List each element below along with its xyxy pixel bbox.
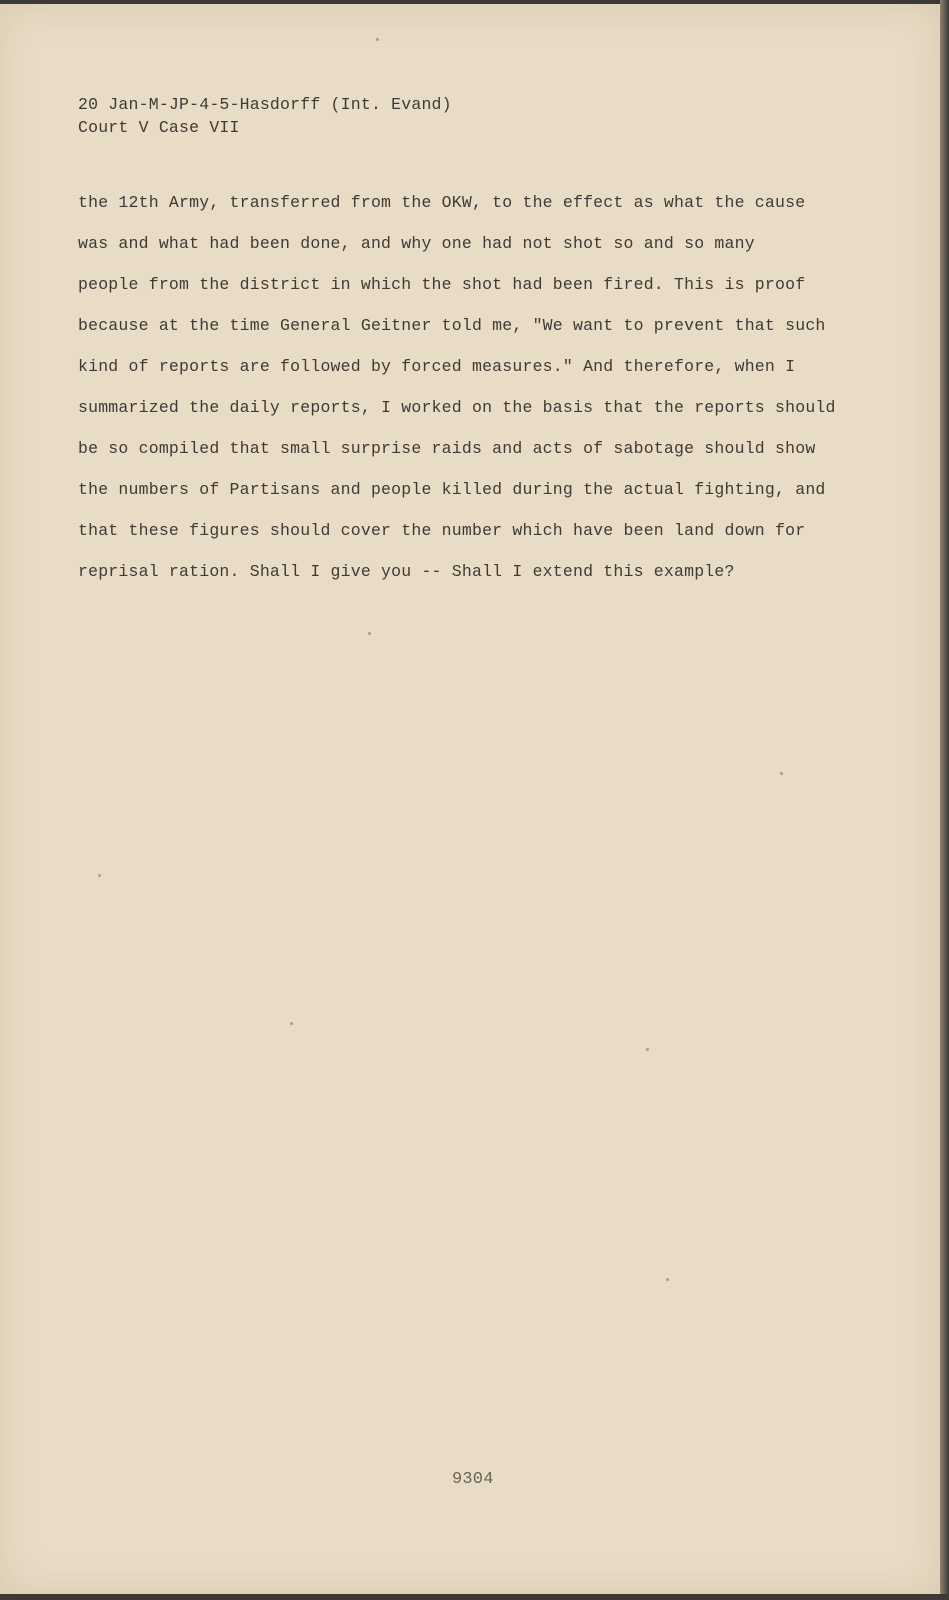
body-line-2: was and what had been done, and why one had not shot so and so many xyxy=(78,234,755,253)
paper-speck xyxy=(780,772,783,775)
body-line-8: the numbers of Partisans and people killed during the actual fighting, and xyxy=(78,480,826,499)
paper-speck xyxy=(290,1022,293,1025)
paper-sheet xyxy=(0,4,941,1594)
body-line-7: be so compiled that small surprise raids and acts of sabotage should show xyxy=(78,439,816,458)
body-line-3: people from the district in which the shot had been fired. This is proof xyxy=(78,275,806,294)
paper-speck xyxy=(368,632,371,635)
scan-border-right xyxy=(940,0,949,1600)
body-line-1: the 12th Army, transferred from the OKW, to the effect as what the cause xyxy=(78,193,806,212)
body-line-5: kind of reports are followed by forced measures." And therefore, when I xyxy=(78,357,796,376)
header-court-case: Court V Case VII xyxy=(78,118,240,137)
body-line-10: reprisal ration. Shall I give you -- Shall I extend this example? xyxy=(78,562,735,581)
paper-speck xyxy=(98,874,101,877)
paper-speck xyxy=(646,1048,649,1051)
header-reference: 20 Jan-M-JP-4-5-Hasdorff (Int. Evand) xyxy=(78,95,452,114)
scan-border-bottom xyxy=(0,1594,949,1600)
paper-speck xyxy=(666,1278,669,1281)
body-line-4: because at the time General Geitner told me, "We want to prevent that such xyxy=(78,316,826,335)
paper-speck xyxy=(376,38,379,41)
body-line-9: that these figures should cover the number which have been land down for xyxy=(78,521,806,540)
body-line-6: summarized the daily reports, I worked on the basis that the reports should xyxy=(78,398,836,417)
page-number: 9304 xyxy=(452,1470,494,1489)
